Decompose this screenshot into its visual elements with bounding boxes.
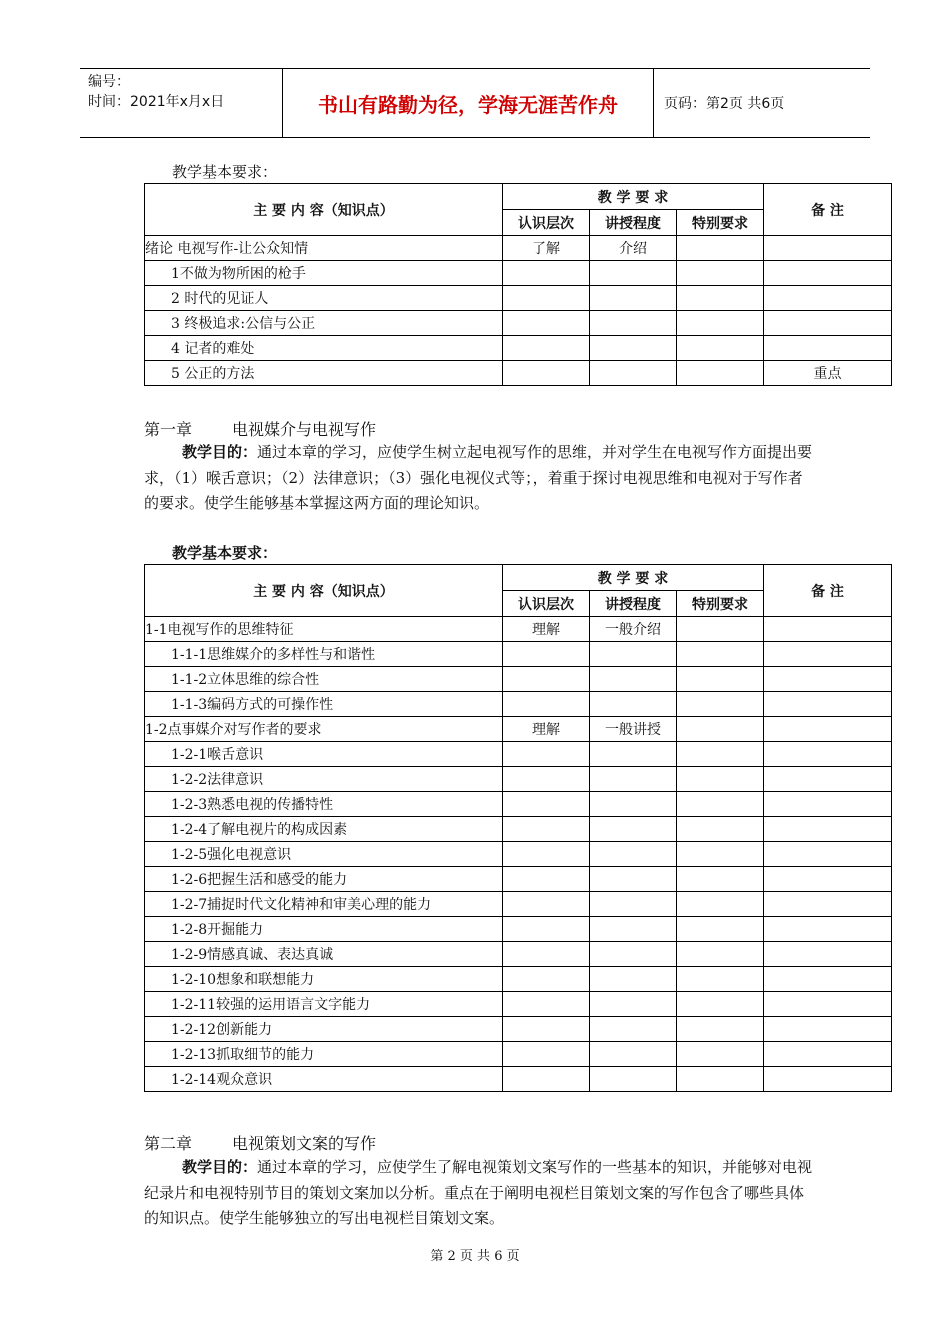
note-cell: 重点 xyxy=(764,361,892,386)
special-cell xyxy=(677,236,764,261)
note-cell xyxy=(764,311,892,336)
item-cell: 1-2-2法律意识 xyxy=(145,767,503,792)
degree-cell xyxy=(590,642,677,667)
degree-cell xyxy=(590,942,677,967)
item-cell: 1-1-3编码方式的可操作性 xyxy=(145,692,503,717)
note-cell xyxy=(764,336,892,361)
degree-cell: 介绍 xyxy=(590,236,677,261)
degree-cell xyxy=(590,1017,677,1042)
note-cell xyxy=(764,692,892,717)
note-cell xyxy=(764,1067,892,1092)
item-cell: 2 时代的见证人 xyxy=(145,286,503,311)
degree-cell xyxy=(590,667,677,692)
special-cell xyxy=(677,792,764,817)
item-cell: 1-2-13抓取细节的能力 xyxy=(145,1042,503,1067)
table-row xyxy=(145,286,892,311)
table-row xyxy=(145,917,892,942)
level-cell: 理解 xyxy=(503,717,590,742)
note-cell xyxy=(764,1042,892,1067)
chapter1-req-title: 教学基本要求： xyxy=(172,544,278,562)
item-cell: 1-1电视写作的思维特征 xyxy=(145,617,503,642)
special-cell xyxy=(677,1042,764,1067)
item-cell: 1-2-4了解电视片的构成因素 xyxy=(145,817,503,842)
col-header-special: 特别要求 xyxy=(677,210,764,236)
level-cell xyxy=(503,892,590,917)
note-cell xyxy=(764,642,892,667)
col-header-level: 认识层次 xyxy=(503,210,590,236)
level-cell xyxy=(503,361,590,386)
degree-cell xyxy=(590,767,677,792)
degree-cell xyxy=(590,967,677,992)
col-header-group: 教 学 要 求 xyxy=(503,184,764,210)
table-row xyxy=(145,742,892,767)
level-cell xyxy=(503,742,590,767)
col-header-special: 特别要求 xyxy=(677,591,764,617)
table-row xyxy=(145,336,892,361)
item-cell: 1-2-11较强的运用语言文字能力 xyxy=(145,992,503,1017)
col-header-group: 教 学 要 求 xyxy=(503,565,764,591)
table-row xyxy=(145,642,892,667)
degree-cell xyxy=(590,692,677,717)
item-cell: 1-1-1思维媒介的多样性与和谐性 xyxy=(145,642,503,667)
special-cell xyxy=(677,767,764,792)
level-cell xyxy=(503,817,590,842)
table-row xyxy=(145,692,892,717)
level-cell xyxy=(503,286,590,311)
table-row xyxy=(145,1067,892,1092)
item-cell: 1-2-5强化电视意识 xyxy=(145,842,503,867)
special-cell xyxy=(677,967,764,992)
item-cell: 1-2-14观众意识 xyxy=(145,1067,503,1092)
table-row xyxy=(145,942,892,967)
degree-cell: 一般介绍 xyxy=(590,617,677,642)
table-row xyxy=(145,1042,892,1067)
table-row xyxy=(145,361,892,386)
table-row xyxy=(145,236,892,261)
level-cell: 理解 xyxy=(503,617,590,642)
code-label: 编号： xyxy=(88,74,130,90)
col-header-main: 主 要 内 容（知识点） xyxy=(145,184,503,236)
special-cell xyxy=(677,942,764,967)
level-cell xyxy=(503,1017,590,1042)
note-cell xyxy=(764,261,892,286)
item-cell: 1-2-3熟悉电视的传播特性 xyxy=(145,792,503,817)
special-cell xyxy=(677,717,764,742)
level-cell xyxy=(503,1042,590,1067)
note-cell xyxy=(764,667,892,692)
col-header-note: 备 注 xyxy=(764,565,892,617)
chapter2-number: 第二章 xyxy=(144,1134,193,1153)
chapter1-name: 电视媒介与电视写作 xyxy=(232,420,377,439)
level-cell xyxy=(503,842,590,867)
item-cell: 5 公正的方法 xyxy=(145,361,503,386)
item-cell: 1-1-2立体思维的综合性 xyxy=(145,667,503,692)
col-header-degree: 讲授程度 xyxy=(590,591,677,617)
special-cell xyxy=(677,867,764,892)
item-cell: 1-2-9情感真诚、表达真诚 xyxy=(145,942,503,967)
table-row xyxy=(145,892,892,917)
header-page-info: 页码：第2页 共6页 xyxy=(664,96,785,112)
chapter1-heading xyxy=(144,417,376,440)
chapter2-purpose xyxy=(144,1155,816,1232)
degree-cell xyxy=(590,1042,677,1067)
item-cell: 绪论 电视写作-让公众知情 xyxy=(145,236,503,261)
time-label: 时间：2021年x月x日 xyxy=(88,94,225,110)
col-header-degree: 讲授程度 xyxy=(590,210,677,236)
chapter1-number: 第一章 xyxy=(144,420,193,439)
table-row xyxy=(145,817,892,842)
note-cell xyxy=(764,1017,892,1042)
level-cell xyxy=(503,967,590,992)
level-cell xyxy=(503,992,590,1017)
degree-cell xyxy=(590,917,677,942)
table-row xyxy=(145,792,892,817)
item-cell: 3 终极追求:公信与公正 xyxy=(145,311,503,336)
special-cell xyxy=(677,361,764,386)
degree-cell xyxy=(590,742,677,767)
degree-cell xyxy=(590,842,677,867)
special-cell xyxy=(677,742,764,767)
level-cell xyxy=(503,1067,590,1092)
level-cell xyxy=(503,692,590,717)
level-cell xyxy=(503,261,590,286)
requirements-table-intro xyxy=(144,183,892,386)
level-cell xyxy=(503,311,590,336)
item-cell: 1-2-7捕捉时代文化精神和审美心理的能力 xyxy=(145,892,503,917)
table-header-row xyxy=(145,184,892,210)
level-cell xyxy=(503,767,590,792)
degree-cell xyxy=(590,867,677,892)
item-cell: 1-2-10想象和联想能力 xyxy=(145,967,503,992)
item-cell: 1-2-12创新能力 xyxy=(145,1017,503,1042)
table-row xyxy=(145,617,892,642)
note-cell xyxy=(764,842,892,867)
table-row xyxy=(145,667,892,692)
section1-title: 教学基本要求： xyxy=(172,163,278,181)
level-cell xyxy=(503,867,590,892)
special-cell xyxy=(677,892,764,917)
special-cell xyxy=(677,917,764,942)
item-cell: 1-2-6把握生活和感受的能力 xyxy=(145,867,503,892)
chapter2-purpose-label: 教学目的： xyxy=(182,1158,258,1176)
degree-cell xyxy=(590,361,677,386)
table-row xyxy=(145,842,892,867)
note-cell xyxy=(764,742,892,767)
note-cell xyxy=(764,286,892,311)
degree-cell: 一般讲授 xyxy=(590,717,677,742)
special-cell xyxy=(677,842,764,867)
degree-cell xyxy=(590,261,677,286)
special-cell xyxy=(677,286,764,311)
chapter1-purpose xyxy=(144,440,816,517)
special-cell xyxy=(677,667,764,692)
note-cell xyxy=(764,792,892,817)
note-cell xyxy=(764,867,892,892)
level-cell xyxy=(503,917,590,942)
special-cell xyxy=(677,311,764,336)
item-cell: 1不做为物所困的枪手 xyxy=(145,261,503,286)
degree-cell xyxy=(590,311,677,336)
note-cell xyxy=(764,236,892,261)
item-cell: 1-2-8开掘能力 xyxy=(145,917,503,942)
page-header xyxy=(80,68,870,138)
table-row xyxy=(145,867,892,892)
special-cell xyxy=(677,617,764,642)
chapter1-purpose-text: 通过本章的学习，应使学生树立起电视写作的思维，并对学生在电视写作方面提出要求，（1）喉舌意识；（2）法律意识；（3）强化电视仪式等；，着重于探讨电视思维和电视对于写作者的要求。使学生能够基本掌握这两方面的理论知识。 xyxy=(144,443,813,512)
item-cell: 4 记者的难处 xyxy=(145,336,503,361)
level-cell xyxy=(503,942,590,967)
special-cell xyxy=(677,692,764,717)
note-cell xyxy=(764,892,892,917)
degree-cell xyxy=(590,1067,677,1092)
requirements-table-chapter1 xyxy=(144,564,892,1092)
chapter1-purpose-label: 教学目的： xyxy=(182,443,258,461)
special-cell xyxy=(677,1067,764,1092)
header-meta xyxy=(80,69,283,137)
special-cell xyxy=(677,261,764,286)
degree-cell xyxy=(590,286,677,311)
special-cell xyxy=(677,642,764,667)
note-cell xyxy=(764,717,892,742)
chapter2-name: 电视策划文案的写作 xyxy=(232,1134,377,1153)
note-cell xyxy=(764,967,892,992)
table-row xyxy=(145,717,892,742)
note-cell xyxy=(764,617,892,642)
level-cell: 了解 xyxy=(503,236,590,261)
note-cell xyxy=(764,817,892,842)
header-motto: 书山有路勤为径，学海无涯苦作舟 xyxy=(283,69,654,137)
col-header-main: 主 要 内 容（知识点） xyxy=(145,565,503,617)
table-row xyxy=(145,992,892,1017)
item-cell: 1-2点事媒介对写作者的要求 xyxy=(145,717,503,742)
table-row xyxy=(145,1017,892,1042)
table-row xyxy=(145,311,892,336)
note-cell xyxy=(764,942,892,967)
col-header-note: 备 注 xyxy=(764,184,892,236)
level-cell xyxy=(503,642,590,667)
degree-cell xyxy=(590,892,677,917)
special-cell xyxy=(677,992,764,1017)
item-cell: 1-2-1喉舌意识 xyxy=(145,742,503,767)
chapter2-heading xyxy=(144,1131,376,1154)
note-cell xyxy=(764,767,892,792)
table-header-row xyxy=(145,565,892,591)
col-header-level: 认识层次 xyxy=(503,591,590,617)
degree-cell xyxy=(590,792,677,817)
special-cell xyxy=(677,1017,764,1042)
note-cell xyxy=(764,917,892,942)
table-row xyxy=(145,767,892,792)
level-cell xyxy=(503,667,590,692)
degree-cell xyxy=(590,336,677,361)
special-cell xyxy=(677,336,764,361)
special-cell xyxy=(677,817,764,842)
page-footer: 第 2 页 共 6 页 xyxy=(430,1249,520,1264)
note-cell xyxy=(764,992,892,1017)
chapter2-purpose-text: 通过本章的学习，应使学生了解电视策划文案写作的一些基本的知识，并能够对电视纪录片和电视特别节目的策划文案加以分析。重点在于阐明电视栏目策划文案的写作包含了哪些具体的知识点。使学生能够独立的写出电视栏目策划文案。 xyxy=(144,1158,813,1227)
level-cell xyxy=(503,792,590,817)
degree-cell xyxy=(590,817,677,842)
table-row xyxy=(145,967,892,992)
level-cell xyxy=(503,336,590,361)
table-row xyxy=(145,261,892,286)
degree-cell xyxy=(590,992,677,1017)
